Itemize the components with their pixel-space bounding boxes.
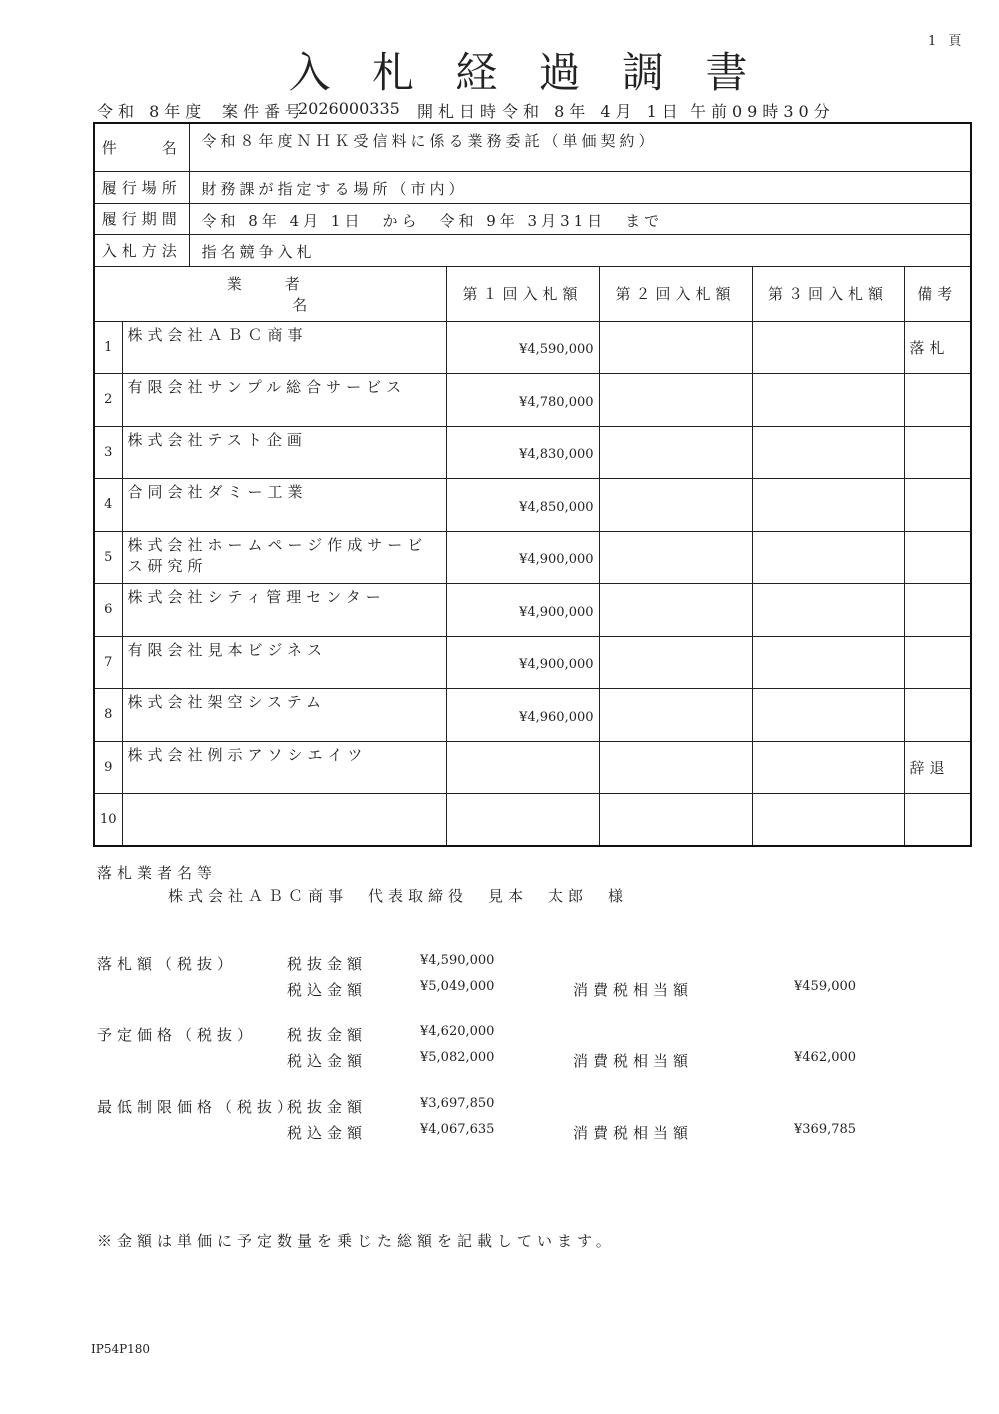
amount-group-label: 落札額（税抜） bbox=[97, 955, 238, 973]
row-note bbox=[904, 584, 971, 637]
round2-amount bbox=[599, 636, 752, 689]
form-code: IP54P180 bbox=[91, 1342, 151, 1356]
page-number: 1 頁 bbox=[928, 34, 966, 49]
round1-amount: ¥4,850,000 bbox=[446, 479, 599, 532]
incl-tax-value: ¥5,049,000 bbox=[420, 979, 495, 994]
case-number-label: 案件番号 bbox=[222, 102, 307, 121]
round2-amount bbox=[599, 584, 752, 637]
bid-record-table bbox=[93, 122, 972, 847]
round2-amount bbox=[599, 321, 752, 374]
case-number: 2026000335 bbox=[298, 99, 400, 118]
table-row bbox=[94, 426, 971, 479]
tax-label: 消費税相当額 bbox=[573, 1052, 694, 1070]
round2-amount bbox=[599, 741, 752, 794]
round3-amount bbox=[752, 794, 904, 847]
row-note bbox=[904, 479, 971, 532]
round1-amount bbox=[446, 794, 599, 847]
column-header-vendor bbox=[94, 266, 446, 321]
round3-amount bbox=[752, 321, 904, 374]
table-row bbox=[94, 689, 971, 742]
winner-name: 株式会社ＡＢＣ商事 代表取締役 見本 太郎 様 bbox=[168, 887, 629, 905]
bid-method: 指名競争入札 bbox=[189, 234, 971, 266]
excl-tax-value: ¥4,620,000 bbox=[420, 1024, 495, 1039]
row-note: 辞退 bbox=[904, 741, 971, 794]
round1-amount: ¥4,780,000 bbox=[446, 374, 599, 427]
work-location: 財務課が指定する場所（市内） bbox=[189, 171, 971, 203]
round3-amount bbox=[752, 636, 904, 689]
vendor-name: 株式会社ホームページ作成サービス研究所 bbox=[122, 531, 446, 584]
round1-amount bbox=[446, 741, 599, 794]
table-row bbox=[94, 636, 971, 689]
row-number: 5 bbox=[94, 531, 122, 584]
column-header-vendor-top: 業 者 bbox=[226, 274, 314, 293]
tax-label: 消費税相当額 bbox=[573, 981, 694, 999]
table-row bbox=[94, 741, 971, 794]
row-note bbox=[904, 426, 971, 479]
table-row bbox=[94, 479, 971, 532]
round3-amount bbox=[752, 689, 904, 742]
table-row bbox=[94, 321, 971, 374]
round1-amount: ¥4,900,000 bbox=[446, 584, 599, 637]
incl-tax-label: 税込金額 bbox=[287, 1124, 368, 1142]
row-note bbox=[904, 636, 971, 689]
table-row bbox=[94, 531, 971, 584]
vendor-name: 株式会社例示アソシエイツ bbox=[122, 741, 446, 794]
document-title: 入 札 経 過 調 書 bbox=[288, 48, 762, 97]
row-number: 10 bbox=[94, 794, 122, 847]
project-name: 令和８年度ＮＨＫ受信料に係る業務委託（単価契約） bbox=[189, 123, 971, 171]
vendor-name: 合同会社ダミー工業 bbox=[122, 479, 446, 532]
amount-group-label: 最低制限価格（税抜） bbox=[97, 1098, 298, 1116]
open-date-label: 開札日時 bbox=[417, 102, 502, 121]
round2-amount bbox=[599, 374, 752, 427]
tax-value: ¥459,000 bbox=[794, 979, 857, 994]
round1-amount: ¥4,960,000 bbox=[446, 689, 599, 742]
round2-amount bbox=[599, 531, 752, 584]
excl-tax-value: ¥4,590,000 bbox=[420, 953, 495, 968]
row-number: 7 bbox=[94, 636, 122, 689]
round3-amount bbox=[752, 374, 904, 427]
vendor-name: 有限会社サンプル総合サービス bbox=[122, 374, 446, 427]
row-number: 3 bbox=[94, 426, 122, 479]
vendor-name: 株式会社シティ管理センター bbox=[122, 584, 446, 637]
vendor-name: 株式会社架空システム bbox=[122, 689, 446, 742]
vendor-name: 株式会社テスト企画 bbox=[122, 426, 446, 479]
excl-tax-label: 税抜金額 bbox=[287, 1026, 368, 1044]
column-header-round1: 第１回入札額 bbox=[446, 266, 599, 321]
row-number: 4 bbox=[94, 479, 122, 532]
round1-amount: ¥4,590,000 bbox=[446, 321, 599, 374]
excl-tax-value: ¥3,697,850 bbox=[420, 1096, 495, 1111]
fiscal-year: 令和 8年度 bbox=[97, 102, 207, 121]
work-period: 令和 8年 4月 1日 から 令和 9年 3月31日 まで bbox=[189, 203, 971, 234]
round3-amount bbox=[752, 479, 904, 532]
table-row bbox=[94, 584, 971, 637]
round3-amount bbox=[752, 741, 904, 794]
incl-tax-value: ¥5,082,000 bbox=[420, 1050, 495, 1065]
winner-label: 落札業者名等 bbox=[97, 864, 218, 882]
tax-label: 消費税相当額 bbox=[573, 1124, 694, 1142]
table-row bbox=[94, 374, 971, 427]
open-time: 午前09時30分 bbox=[690, 102, 835, 121]
row-note: 落札 bbox=[904, 321, 971, 374]
open-date: 令和 8年 4月 1日 bbox=[502, 102, 683, 121]
column-header-note: 備考 bbox=[904, 266, 971, 321]
vendor-name: 株式会社ＡＢＣ商事 bbox=[122, 321, 446, 374]
excl-tax-label: 税抜金額 bbox=[287, 1098, 368, 1116]
vendor-name: 有限会社見本ビジネス bbox=[122, 636, 446, 689]
row-note bbox=[904, 794, 971, 847]
column-header-round2: 第２回入札額 bbox=[599, 266, 752, 321]
incl-tax-label: 税込金額 bbox=[287, 981, 368, 999]
round2-amount bbox=[599, 426, 752, 479]
round3-amount bbox=[752, 531, 904, 584]
column-header-vendor-bottom: 名 bbox=[292, 295, 313, 314]
vendor-name bbox=[122, 794, 446, 847]
remark: ※金額は単価に予定数量を乗じた総額を記載しています。 bbox=[97, 1232, 616, 1250]
row-number: 1 bbox=[94, 321, 122, 374]
column-header-round3: 第３回入札額 bbox=[752, 266, 904, 321]
round1-amount: ¥4,900,000 bbox=[446, 531, 599, 584]
amount-group-label: 予定価格（税抜） bbox=[97, 1026, 258, 1044]
row-note bbox=[904, 531, 971, 584]
tax-value: ¥369,785 bbox=[794, 1122, 857, 1137]
info-label: 件 名 bbox=[94, 123, 189, 171]
round3-amount bbox=[752, 426, 904, 479]
incl-tax-label: 税込金額 bbox=[287, 1052, 368, 1070]
info-label: 履行期間 bbox=[94, 203, 189, 234]
row-note bbox=[904, 374, 971, 427]
row-number: 8 bbox=[94, 689, 122, 742]
row-number: 2 bbox=[94, 374, 122, 427]
row-note bbox=[904, 689, 971, 742]
info-label: 入札方法 bbox=[94, 234, 189, 266]
row-number: 9 bbox=[94, 741, 122, 794]
round2-amount bbox=[599, 689, 752, 742]
round2-amount bbox=[599, 794, 752, 847]
tax-value: ¥462,000 bbox=[794, 1050, 857, 1065]
info-label: 履行場所 bbox=[94, 171, 189, 203]
round3-amount bbox=[752, 584, 904, 637]
incl-tax-value: ¥4,067,635 bbox=[420, 1122, 495, 1137]
round1-amount: ¥4,830,000 bbox=[446, 426, 599, 479]
table-row bbox=[94, 794, 971, 847]
round1-amount: ¥4,900,000 bbox=[446, 636, 599, 689]
row-number: 6 bbox=[94, 584, 122, 637]
round2-amount bbox=[599, 479, 752, 532]
excl-tax-label: 税抜金額 bbox=[287, 955, 368, 973]
